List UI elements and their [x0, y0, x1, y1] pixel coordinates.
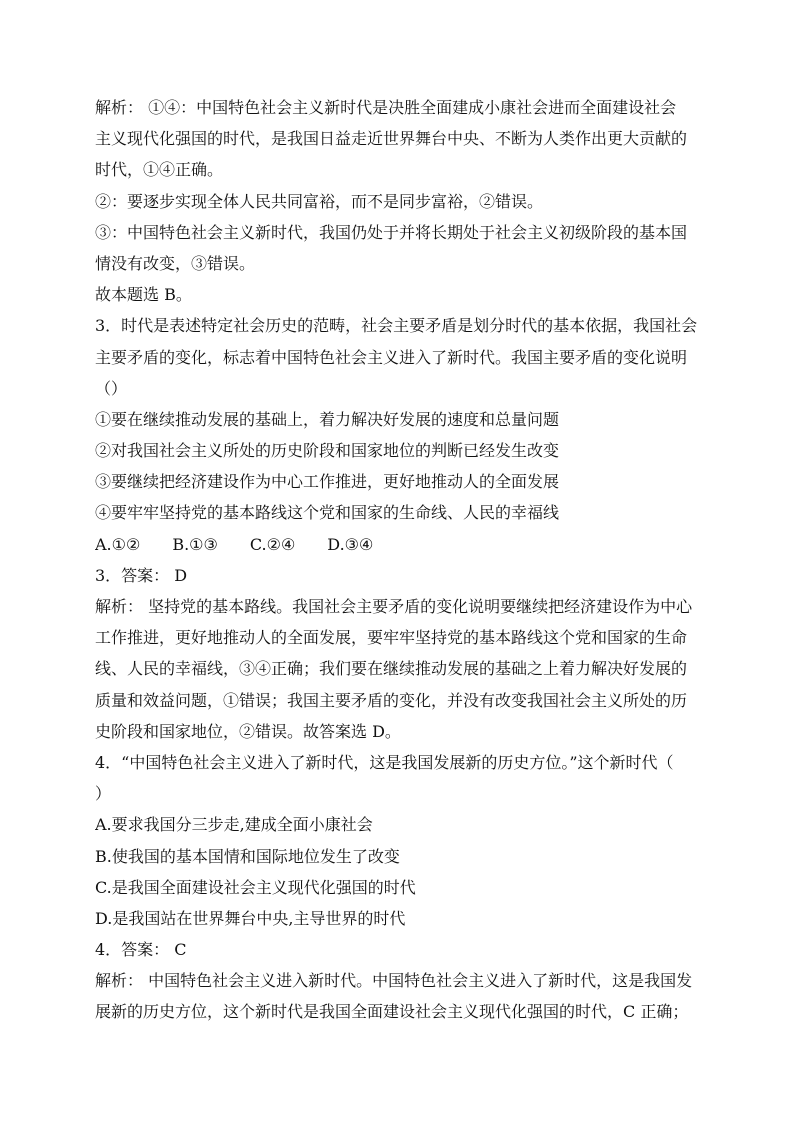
text-line: ③：中国特色社会主义新时代，我国仍处于并将长期处于社会主义初级阶段的基本国 — [95, 222, 688, 242]
question-3-statement: ③要继续把经济建设作为中心工作推进，更好地推动人的全面发展 — [95, 472, 560, 492]
question-3-explanation: 质量和效益问题，①错误；我国主要矛盾的变化，并没有改变我国社会主义所处的历 — [95, 690, 688, 710]
question-4-explanation: 展新的历史方位，这个新时代是我国全面建设社会主义现代化强国的时代，C 正确； — [95, 1002, 689, 1022]
question-3-explanation: 解析： 坚持党的基本路线。我国社会主要矛盾的变化说明要继续把经济建设作为中心 — [95, 597, 693, 616]
question-3-statement: ④要牢牢坚持党的基本路线这个党和国家的生命线、人民的幸福线 — [95, 503, 560, 523]
question-4-option: C.是我国全面建设社会主义现代化强国的时代 — [95, 877, 416, 897]
question-3-statement: ①要在继续推动发展的基础上，着力解决好发展的速度和总量问题 — [95, 409, 560, 429]
question-4-stem: ） — [95, 784, 112, 804]
question-3-explanation: 工作推进，更好地推动人的全面发展，要牢牢坚持党的基本路线这个党和国家的生命 — [95, 628, 688, 648]
question-4-answer: 4．答案： C — [95, 940, 187, 960]
question-3-statement: ②对我国社会主义所处的历史阶段和国家地位的判断已经发生改变 — [95, 441, 560, 461]
question-4-option: A.要求我国分三步走,建成全面小康社会 — [95, 815, 373, 835]
question-3-stem: 3．时代是表述特定社会历史的范畴，社会主要矛盾是划分时代的基本依据，我国社会 — [95, 316, 698, 336]
question-4-option: D.是我国站在世界舞台中央,主导世界的时代 — [95, 908, 406, 928]
question-3-explanation: 史阶段和国家地位，②错误。故答案选 D。 — [95, 721, 401, 741]
document-body — [95, 92, 700, 1028]
text-line: 故本题选 B。 — [95, 285, 192, 305]
text-line: 主义现代化强国的时代，是我国日益走近世界舞台中央、不断为人类作出更大贡献的 — [95, 129, 688, 149]
question-3-explanation: 线、人民的幸福线，③④正确；我们要在继续推动发展的基础之上着力解决好发展的 — [95, 659, 688, 679]
question-3-stem: 主要矛盾的变化，标志着中国特色社会主义进入了新时代。我国主要矛盾的变化说明 — [95, 347, 688, 367]
text-line: 时代，①④正确。 — [95, 160, 224, 180]
question-3-stem: （） — [95, 378, 128, 398]
question-4-option: B.使我国的基本国情和国际地位发生了改变 — [95, 846, 400, 866]
question-4-stem: 4．“中国特色社会主义进入了新时代，这是我国发展新的历史方位。”这个新时代（ — [95, 752, 674, 772]
text-line: 情没有改变，③错误。 — [95, 253, 256, 273]
text-line: 解析： ①④：中国特色社会主义新时代是决胜全面建成小康社会进而全面建设社会 — [95, 98, 677, 117]
question-3-options: A.①② B.①③ C.②④ D.③④ — [95, 534, 374, 554]
question-3-answer: 3．答案： D — [95, 565, 188, 585]
question-4-explanation: 解析： 中国特色社会主义进入新时代。中国特色社会主义进入了新时代，这是我国发 — [95, 971, 693, 991]
text-line: ②：要逐步实现全体人民共同富裕，而不是同步富裕，②错误。 — [95, 191, 544, 211]
